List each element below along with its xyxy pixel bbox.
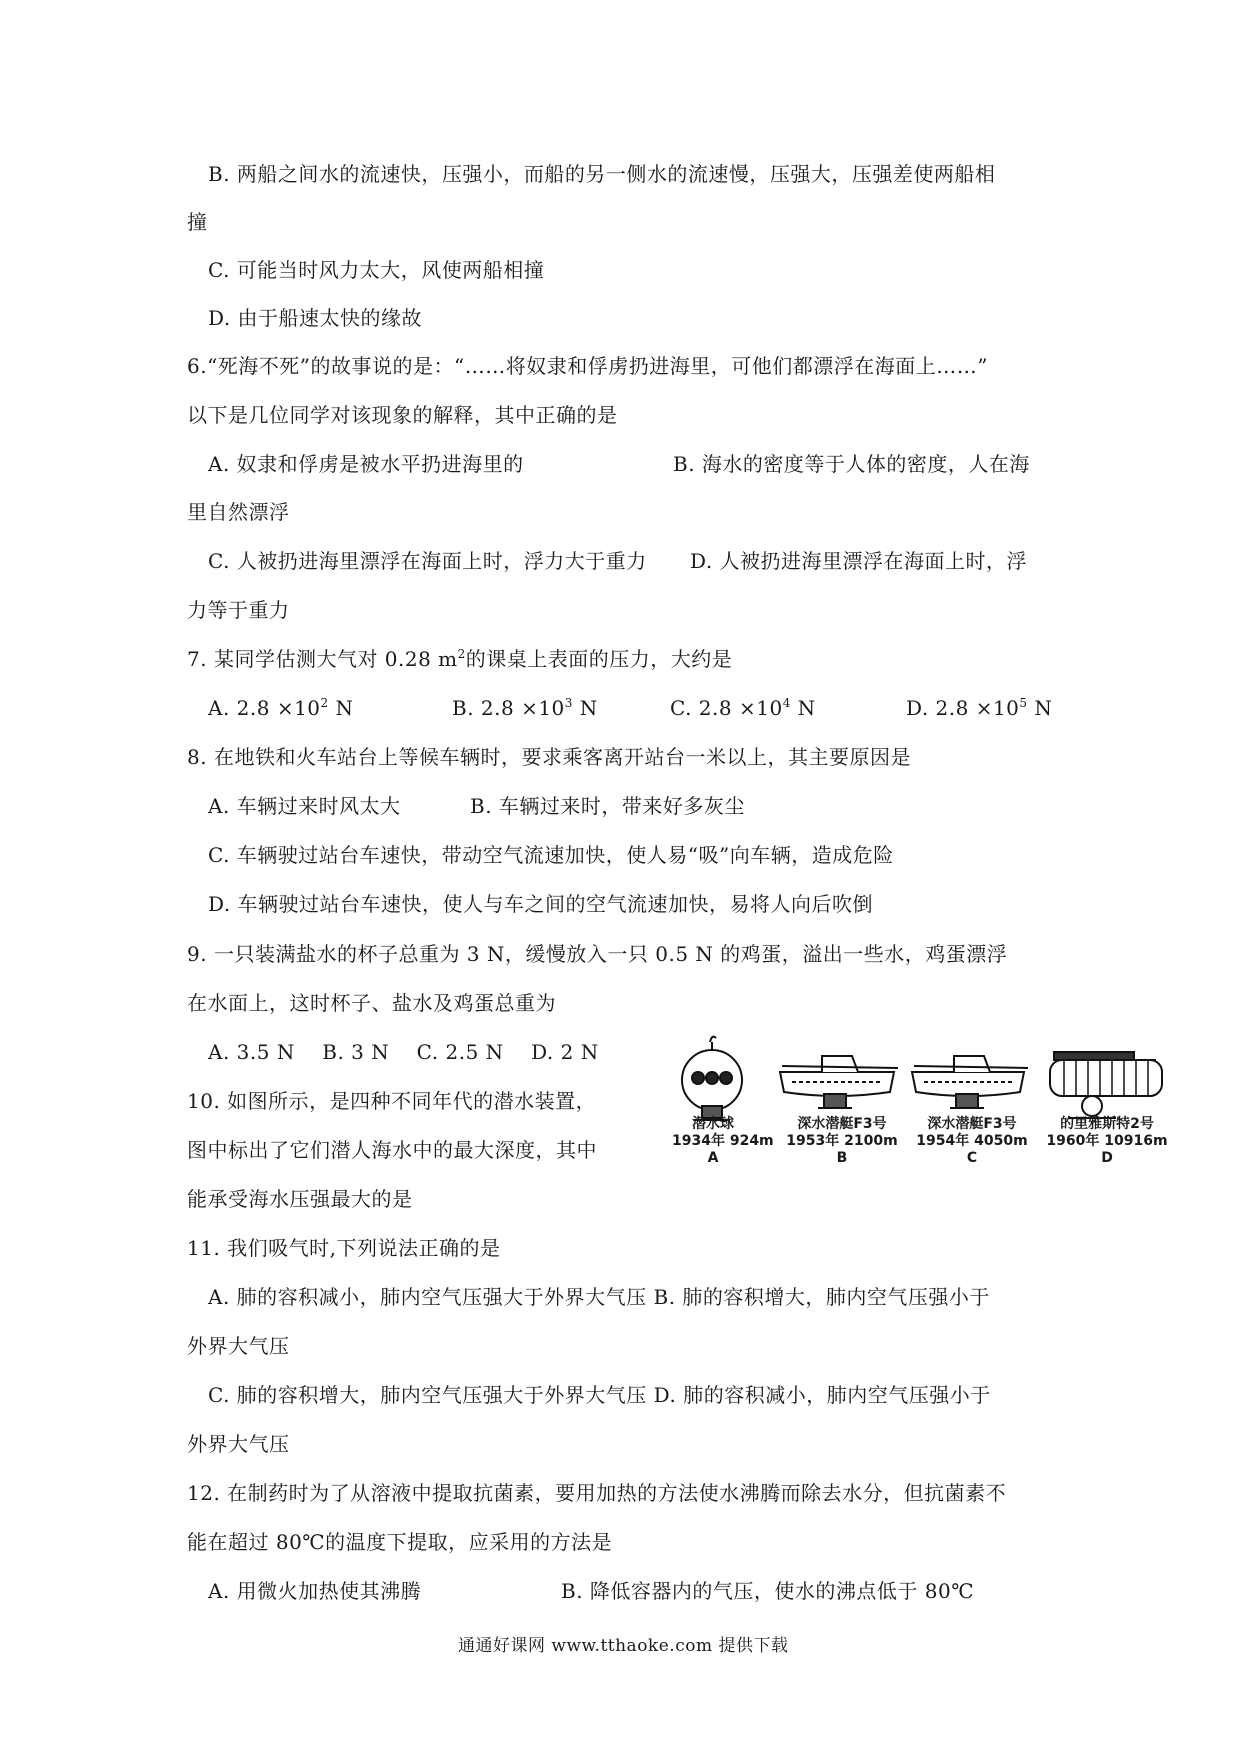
trieste-icon bbox=[1050, 1052, 1162, 1118]
q8-option-d: D. 车辆驶过站台车速快，使人与车之间的空气流速加快，易将人向后吹倒 bbox=[208, 892, 874, 916]
q7-option-b bbox=[452, 694, 598, 722]
q6-stem-line2: 以下是几位同学对该现象的解释，其中正确的是 bbox=[187, 403, 618, 427]
q5-option-c: C. 可能当时风力太大，风使两船相撞 bbox=[208, 258, 545, 282]
q9-options: A. 3.5 N B. 3 N C. 2.5 N D. 2 N bbox=[208, 1040, 599, 1064]
q7-option-b-base: B. 2.8 ×10 bbox=[452, 696, 565, 720]
q7-option-a-base: A. 2.8 ×10 bbox=[208, 696, 321, 720]
q7-option-a bbox=[208, 694, 354, 722]
q11-stem: 11. 我们吸气时,下列说法正确的是 bbox=[187, 1236, 501, 1260]
q9-stem-line2: 在水面上，这时杯子、盐水及鸡蛋总重为 bbox=[187, 991, 556, 1015]
q7-stem-post: 的课桌上表面的压力，大约是 bbox=[465, 647, 733, 671]
q5-option-d: D. 由于船速太快的缘故 bbox=[208, 306, 423, 330]
q7-option-a-unit: N bbox=[328, 696, 354, 720]
q7-option-d-exp: 5 bbox=[1019, 696, 1028, 710]
q6-option-c: C. 人被扔进海里漂浮在海面上时，浮力大于重力 bbox=[208, 549, 647, 573]
q7-option-c bbox=[670, 694, 816, 722]
q5-option-b-line1: B. 两船之间水的流速快，压强小，而船的另一侧水的流速慢，压强大，压强差使两船相 bbox=[208, 162, 996, 186]
figure-item-d-letter: D bbox=[1101, 1150, 1113, 1166]
q6-option-d-line2: 力等于重力 bbox=[187, 598, 290, 622]
q11-options-ab-cont: 外界大气压 bbox=[187, 1334, 290, 1358]
q11-options-cd: C. 肺的容积增大，肺内空气压强大于外界大气压 D. 肺的容积减小，肺内空气压强小于 bbox=[208, 1383, 991, 1407]
q6-stem-line1: 6.“死海不死”的故事说的是：“……将奴隶和俘虏扔进海里，可他们都漂浮在海面上……” bbox=[187, 354, 988, 378]
bathyscaphe-b-icon bbox=[780, 1056, 898, 1108]
figure-item-a-name: 潜水球 bbox=[692, 1116, 734, 1132]
page-footer: 通通好课网 www.tthaoke.com 提供下载 bbox=[458, 1636, 789, 1656]
figure-item-a bbox=[672, 1116, 774, 1167]
figure-item-b-depth: 1953年 2100m bbox=[786, 1133, 898, 1149]
q7-option-c-exp: 4 bbox=[782, 696, 791, 710]
q7-option-a-exp: 2 bbox=[320, 696, 329, 710]
q7-option-c-base: C. 2.8 ×10 bbox=[670, 696, 783, 720]
figure-item-b-name: 深水潜艇F3号 bbox=[797, 1116, 887, 1132]
q7-option-d bbox=[906, 694, 1052, 722]
figure-item-d bbox=[1044, 1116, 1170, 1167]
q7-stem-pre: 7. 某同学估测大气对 0.28 m bbox=[187, 647, 458, 671]
figure-item-d-depth: 1960年 10916m bbox=[1046, 1133, 1168, 1149]
q8-option-a: A. 车辆过来时风太大 bbox=[208, 794, 401, 818]
figure-item-d-name: 的里雅斯特2号 bbox=[1060, 1116, 1154, 1132]
figure-item-c bbox=[912, 1116, 1032, 1167]
submersible-figure bbox=[672, 1032, 1172, 1187]
q6-option-a: A. 奴隶和俘虏是被水平扔进海里的 bbox=[208, 452, 524, 476]
q6-option-b-line1: B. 海水的密度等于人体的密度，人在海 bbox=[673, 452, 1030, 476]
q10-stem-line1: 10. 如图所示，是四种不同年代的潜水装置， bbox=[187, 1089, 597, 1113]
q10-stem-line2: 图中标出了它们潜人海水中的最大深度，其中 bbox=[187, 1138, 597, 1162]
q7-option-d-unit: N bbox=[1027, 696, 1053, 720]
q6-option-d-line1: D. 人被扔进海里漂浮在海面上时，浮 bbox=[690, 549, 1028, 573]
q8-option-b: B. 车辆过来时，带来好多灰尘 bbox=[470, 794, 745, 818]
figure-item-b bbox=[784, 1116, 900, 1167]
q7-stem bbox=[187, 645, 732, 673]
figure-item-a-letter: A bbox=[707, 1150, 719, 1166]
bathysphere-icon bbox=[682, 1037, 742, 1120]
q10-stem-line3: 能承受海水压强最大的是 bbox=[187, 1187, 413, 1211]
q9-stem-line1: 9. 一只装满盐水的杯子总重为 3 N，缓慢放入一只 0.5 N 的鸡蛋，溢出一些水，鸡蛋漂浮 bbox=[187, 942, 1008, 966]
q12-stem-line1: 12. 在制药时为了从溶液中提取抗菌素，要用加热的方法使水沸腾而除去水分，但抗菌素不 bbox=[187, 1481, 1007, 1505]
q12-stem-line2: 能在超过 80℃的温度下提取，应采用的方法是 bbox=[187, 1530, 613, 1554]
figure-item-c-letter: C bbox=[966, 1150, 978, 1166]
q11-options-cd-cont: 外界大气压 bbox=[187, 1432, 290, 1456]
q7-option-d-base: D. 2.8 ×10 bbox=[906, 696, 1020, 720]
q6-option-b-line2: 里自然漂浮 bbox=[187, 500, 290, 524]
q12-option-a: A. 用微火加热使其沸腾 bbox=[208, 1579, 422, 1603]
q7-option-b-exp: 3 bbox=[564, 696, 573, 710]
q12-option-b: B. 降低容器内的气压，使水的沸点低于 80℃ bbox=[561, 1579, 975, 1603]
q8-option-c: C. 车辆驶过站台车速快，带动空气流速加快，使人易“吸”向车辆，造成危险 bbox=[208, 843, 894, 867]
q7-option-b-unit: N bbox=[572, 696, 598, 720]
q8-stem: 8. 在地铁和火车站台上等候车辆时，要求乘客离开站台一米以上，其主要原因是 bbox=[187, 745, 911, 769]
figure-item-a-depth: 1934年 924m bbox=[672, 1133, 774, 1149]
q7-option-c-unit: N bbox=[790, 696, 816, 720]
q11-options-ab: A. 肺的容积减小，肺内空气压强大于外界大气压 B. 肺的容积增大，肺内空气压强小于 bbox=[208, 1285, 990, 1309]
bathyscaphe-c-icon bbox=[912, 1056, 1028, 1108]
figure-item-c-name: 深水潜艇F3号 bbox=[927, 1116, 1017, 1132]
figure-item-c-depth: 1954年 4050m bbox=[916, 1133, 1028, 1149]
q5-option-b-line2: 撞 bbox=[187, 210, 208, 234]
q7-stem-sup: 2 bbox=[457, 647, 466, 661]
figure-item-b-letter: B bbox=[836, 1150, 848, 1166]
